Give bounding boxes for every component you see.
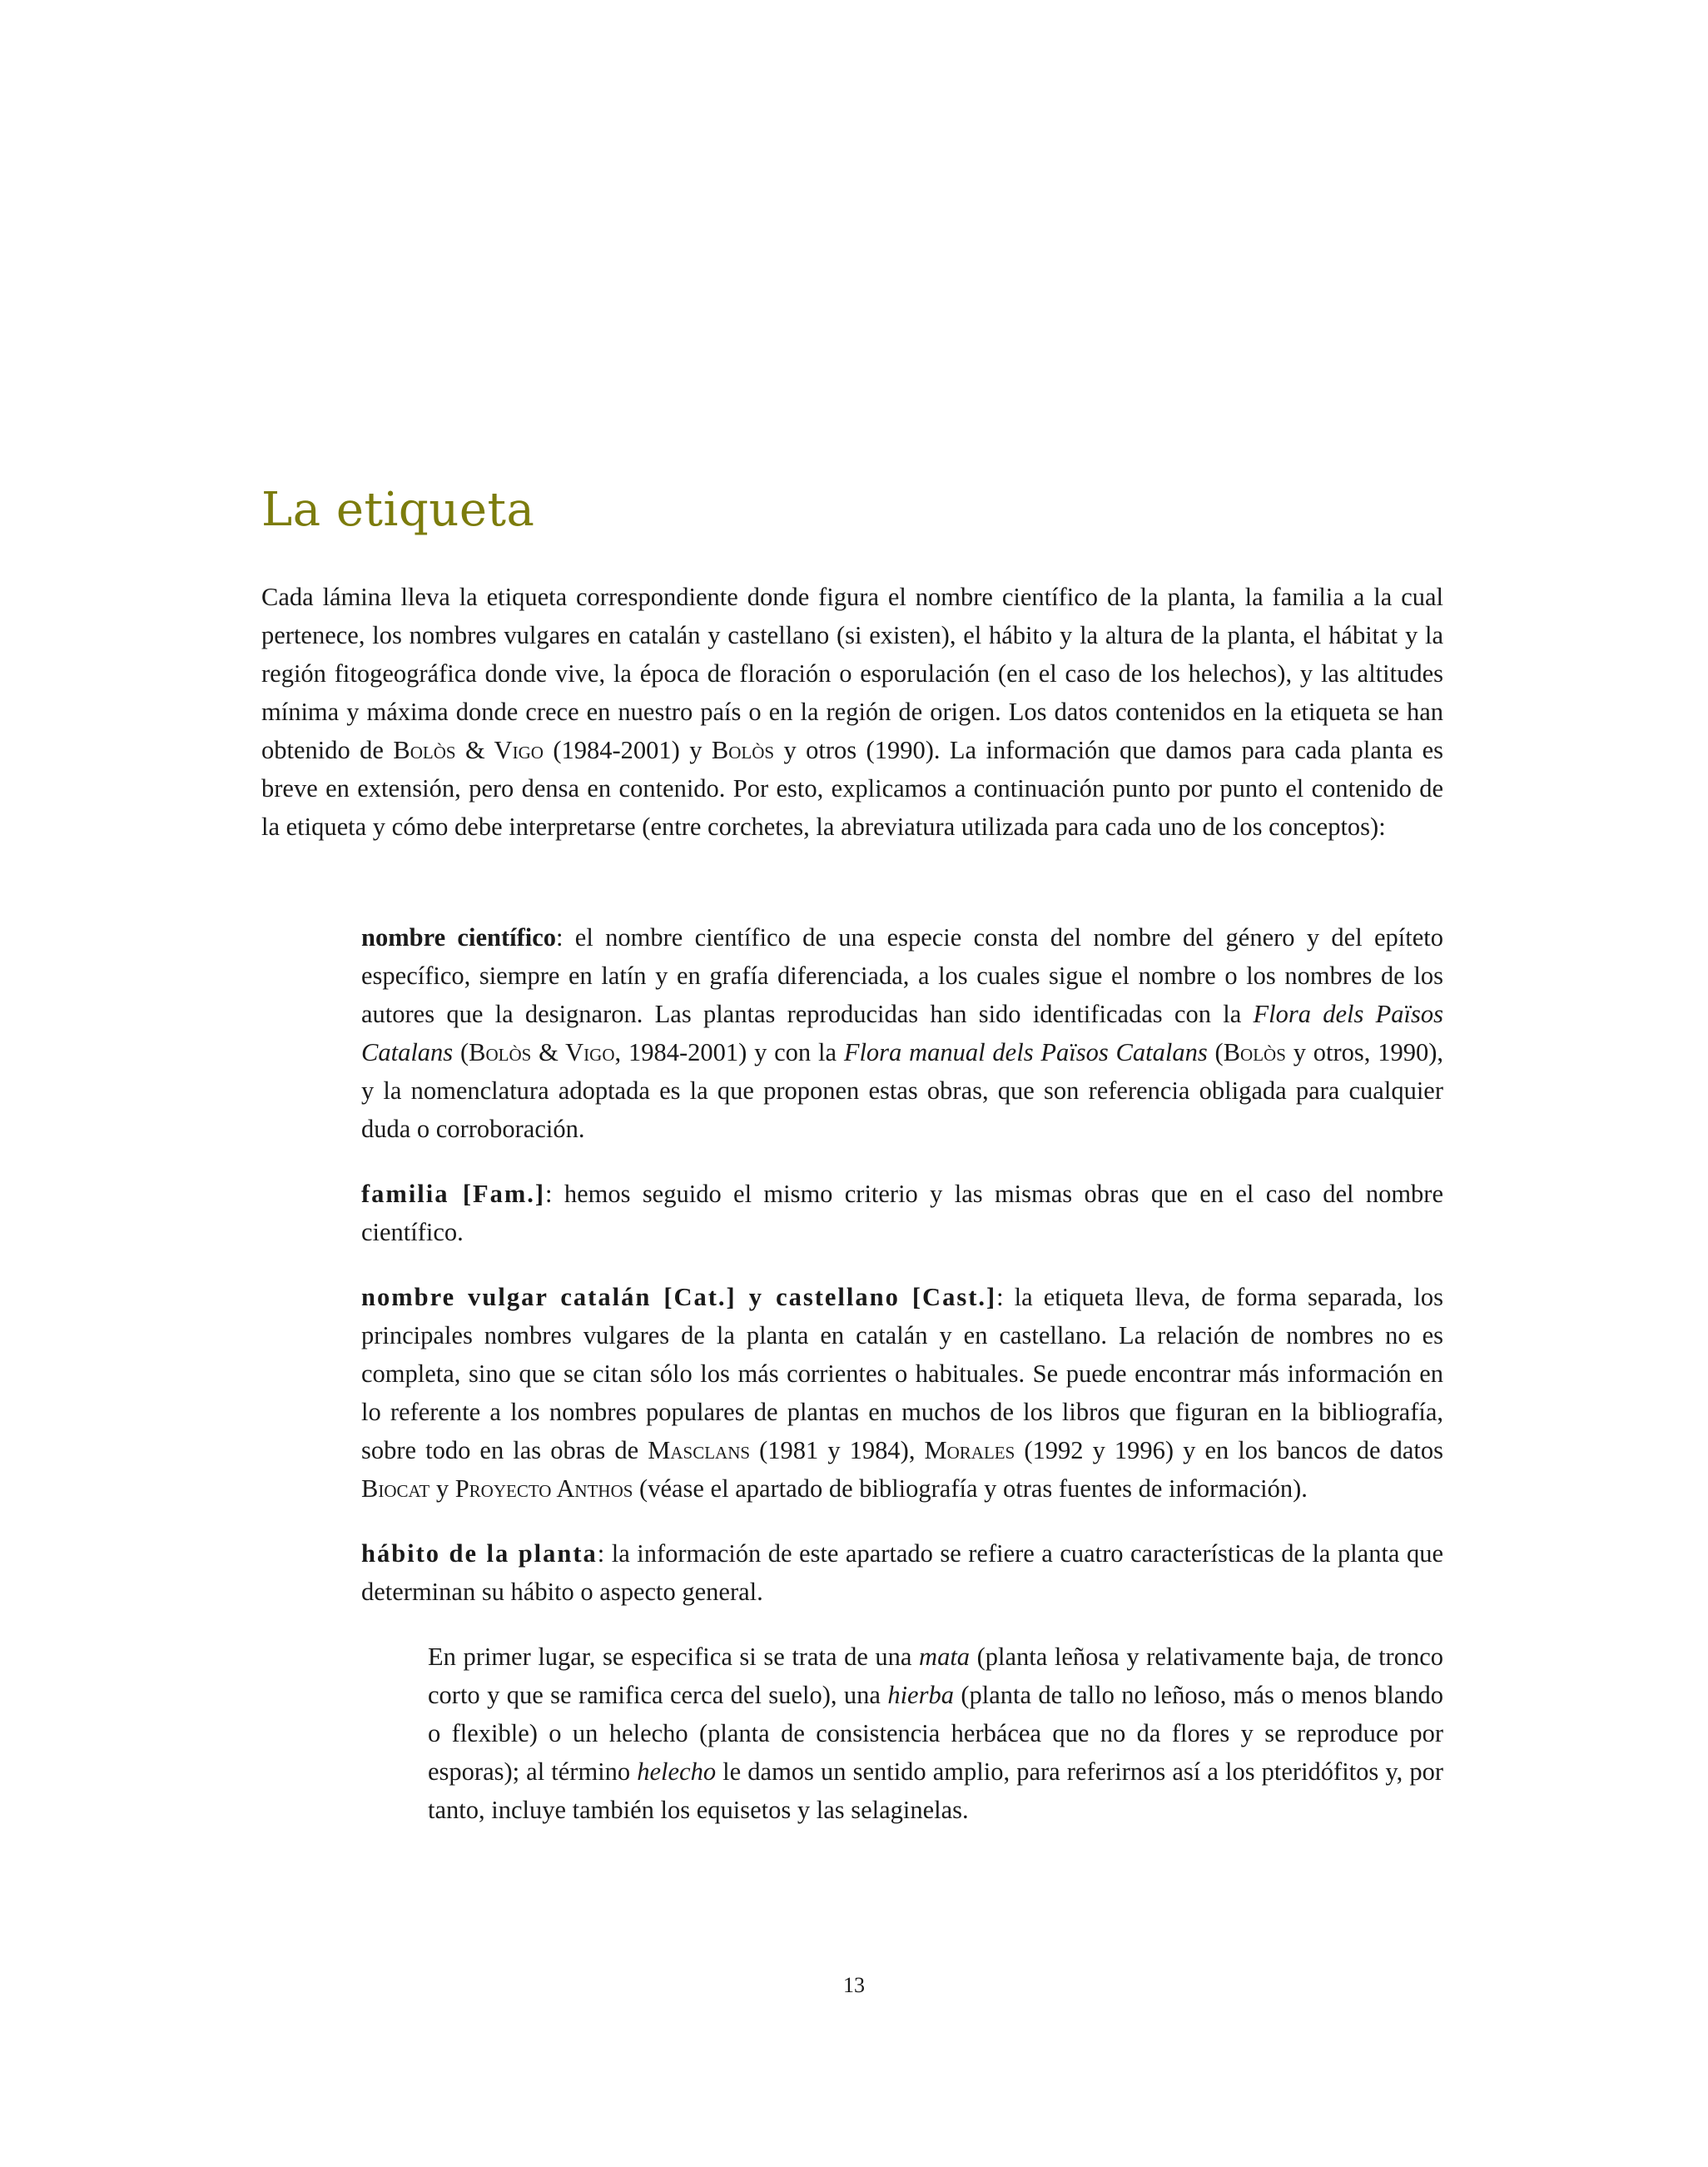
page-number: 13 xyxy=(843,1973,865,1997)
page-title: La etiqueta xyxy=(261,483,535,537)
detail-text: (planta leñosa y relativamente baja, de tronco corto y que se ramifica cerca del suelo), una xyxy=(428,1643,1443,1709)
concept-list xyxy=(361,918,1443,1829)
concept-text: : hemos seguido el mismo criterio y las mismas obras que en el caso del nombre científico. xyxy=(361,1180,1443,1246)
concept-text: (1992 y 1996) y en los bancos de datos xyxy=(1015,1436,1443,1464)
author-ref: Masclans xyxy=(648,1436,751,1464)
concept-term: nombre científico xyxy=(361,923,556,952)
concept-term: hábito de la planta xyxy=(361,1539,598,1568)
concept-term: familia [Fam.] xyxy=(361,1180,546,1208)
concept-text: ( xyxy=(453,1038,469,1066)
concept-item-nombre-vulgar xyxy=(361,1278,1443,1508)
concept-text: , 1984-2001) y con la xyxy=(614,1038,844,1066)
intro-text: y otros (1990). La información que damos para cada planta es breve en extensión, pero densa en contenido. Por esto, explicamos a continuación punto por punto el contenido de la etiqueta y cómo debe interpretarse (entre corchetes, la abreviatura utilizada para cada uno de los conceptos): xyxy=(261,736,1443,841)
author-ref: Bolòs xyxy=(711,736,775,764)
author-ref: Bolòs xyxy=(1223,1038,1286,1066)
author-ref: Morales xyxy=(924,1436,1015,1464)
emphasized-term: hierba xyxy=(887,1681,954,1709)
database-ref: Biocat xyxy=(361,1474,430,1503)
concept-text: : el nombre científico de una especie consta del nombre del género y del epíteto específico, siempre en latín y en grafía diferenciada, a los cuales sigue el nombre o los nombres de los autores que la designaron. Las plantas reproducidas han sido identificadas con la xyxy=(361,923,1444,1028)
database-ref: Proyecto Anthos xyxy=(454,1474,633,1503)
concept-text: ( xyxy=(1207,1038,1224,1066)
intro-text: (1984-2001) y xyxy=(543,736,712,764)
author-ref: Bolòs & Vigo xyxy=(393,736,544,764)
concept-text: (1981 y 1984), xyxy=(750,1436,925,1464)
concept-text: y xyxy=(429,1474,455,1503)
concept-text: : la etiqueta lleva, de forma separada, los principales nombres vulgares de la planta en catalán y en castellano. La relación de nombres no es completa, sino que se citan sólo los más corrientes o habituales. Se puede encontrar más información en lo referente a los nombres populares de plantas en muchos de los libros que figuran en la bibliografía, sobre todo en las obras de xyxy=(361,1283,1443,1464)
intro-text: Cada lámina lleva la etiqueta correspondiente donde figura el nombre científico de la planta, la familia a la cual pertenece, los nombres vulgares en catalán y castellano (si existen), el hábito y la altura de la planta, el hábitat y la región fitogeográfica donde vive, la época de floración o esporulación (en el caso de los helechos), y las altitudes mínima y máxima donde crece en nuestro país o en la región de origen. Los datos contenidos en la etiqueta se han obtenido de xyxy=(261,583,1443,764)
emphasized-term: helecho xyxy=(637,1757,717,1786)
concept-item-habito xyxy=(361,1534,1443,1611)
author-ref: Bolòs & Vigo xyxy=(469,1038,615,1066)
detail-text: (planta de tallo no leñoso, más o menos blando o flexible) o un helecho (planta de consistencia herbácea que no da flores y se reproduce por esporas); al término xyxy=(428,1681,1443,1786)
concept-text: (véase el apartado de bibliografía y otras fuentes de información). xyxy=(633,1474,1308,1503)
intro-paragraph xyxy=(261,578,1443,846)
habito-detail-paragraph xyxy=(428,1638,1443,1829)
concept-item-familia xyxy=(361,1175,1443,1251)
concept-text: y otros, 1990), y la nomenclatura adoptada es la que proponen estas obras, que son referencia obligada para cualquier duda o corroboración. xyxy=(361,1038,1443,1143)
book-title: Flora manual dels Països Catalans xyxy=(843,1038,1208,1066)
concept-text: : la información de este apartado se refiere a cuatro características de la planta que determinan su hábito o aspecto general. xyxy=(361,1539,1443,1606)
book-title: Flora dels Països Catalans xyxy=(361,1000,1443,1066)
emphasized-term: mata xyxy=(919,1643,971,1671)
detail-text: le damos un sentido amplio, para referirnos así a los pteridófitos y, por tanto, incluye también los equisetos y las selaginelas. xyxy=(428,1757,1443,1824)
detail-text: En primer lugar, se especifica si se trata de una xyxy=(428,1643,920,1671)
concept-item-nombre-cientifico xyxy=(361,918,1443,1148)
concept-term: nombre vulgar catalán [Cat.] y castellano [Cast.] xyxy=(361,1283,997,1311)
